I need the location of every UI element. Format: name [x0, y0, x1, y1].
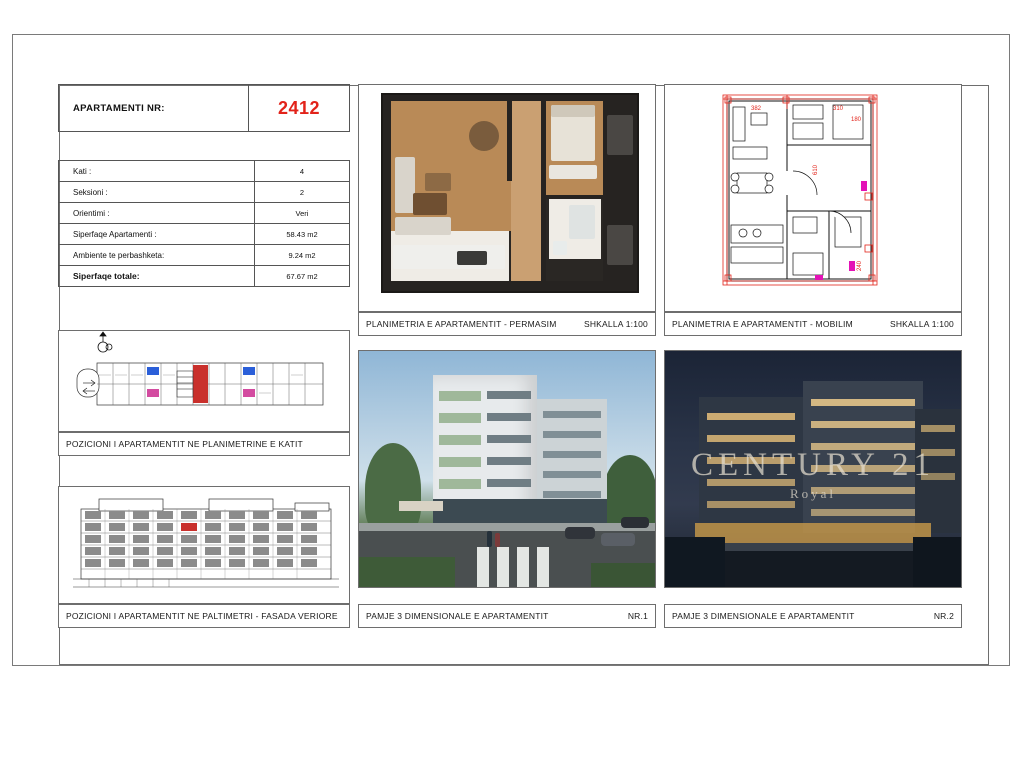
caption-permasim [358, 312, 656, 336]
caption-facade [58, 604, 350, 628]
caption-mobilim [664, 312, 962, 336]
caption-scale: SHKALLA 1:100 [889, 319, 954, 329]
apartment-number-block [58, 84, 350, 132]
apartment-number-value: 2412 [277, 97, 321, 118]
svg-text:310: 310 [833, 106, 844, 112]
render-night-panel [664, 350, 962, 588]
table-row [59, 245, 350, 266]
spec-value: 58.43 m2 [255, 224, 350, 245]
caption-render-day [358, 604, 656, 628]
caption-text: PLANIMETRIA E APARTAMENTIT - PERMASIM [366, 319, 557, 329]
caption-text: POZICIONI I APARTAMENTIT NE PLANIMETRINE E KATIT [66, 439, 303, 449]
caption-text: PAMJE 3 DIMENSIONALE E APARTAMENTIT [672, 611, 855, 621]
apartment-number-label: APARTAMENTI NR: [59, 85, 249, 131]
render-day-image [359, 351, 655, 587]
floor-keyplan-drawing [59, 331, 349, 431]
spec-value: 2 [255, 182, 350, 203]
spec-key: Seksioni : [59, 182, 255, 203]
table-row [59, 224, 350, 245]
floorplan-cad-panel [664, 84, 962, 312]
floorplan-cad-drawing [665, 85, 961, 311]
facade-elevation-drawing [59, 487, 349, 603]
spec-key: Siperfaqe Apartamenti : [59, 224, 255, 245]
caption-text: PAMJE 3 DIMENSIONALE E APARTAMENTIT [366, 611, 549, 621]
table-row [59, 182, 350, 203]
apartment-specs-table [58, 160, 350, 287]
spec-value: Veri [255, 203, 350, 224]
caption-text: POZICIONI I APARTAMENTIT NE PALTIMETRI - FASADA VERIORE [66, 611, 338, 621]
floorplan-render-image [359, 85, 655, 311]
facade-elevation-panel [58, 486, 350, 604]
spec-value: 67.67 m2 [255, 266, 350, 287]
table-row [59, 266, 350, 287]
svg-text:240: 240 [857, 260, 863, 271]
table-row [59, 161, 350, 182]
caption-number: NR.2 [933, 611, 954, 621]
spec-value: 9.24 m2 [255, 245, 350, 266]
caption-render-night [664, 604, 962, 628]
caption-scale: SHKALLA 1:100 [583, 319, 648, 329]
caption-number: NR.1 [627, 611, 648, 621]
floorplan-render-panel [358, 84, 656, 312]
watermark-main-text: CENTURY 21 [690, 447, 936, 483]
spec-key: Kati : [59, 161, 255, 182]
caption-keyplan [58, 432, 350, 456]
render-day-panel [358, 350, 656, 588]
svg-text:180: 180 [851, 117, 862, 123]
spec-key: Ambiente te perbashketa: [59, 245, 255, 266]
spec-value: 4 [255, 161, 350, 182]
svg-text:610: 610 [813, 164, 819, 175]
caption-text: PLANIMETRIA E APARTAMENTIT - MOBILIM [672, 319, 853, 329]
table-row [59, 203, 350, 224]
floor-keyplan-panel [58, 330, 350, 432]
spec-key: Siperfaqe totale: [59, 266, 255, 287]
spec-key: Orientimi : [59, 203, 255, 224]
watermark-sub-text: Royal [789, 486, 837, 501]
render-night-image [665, 351, 961, 587]
svg-text:382: 382 [751, 106, 762, 112]
